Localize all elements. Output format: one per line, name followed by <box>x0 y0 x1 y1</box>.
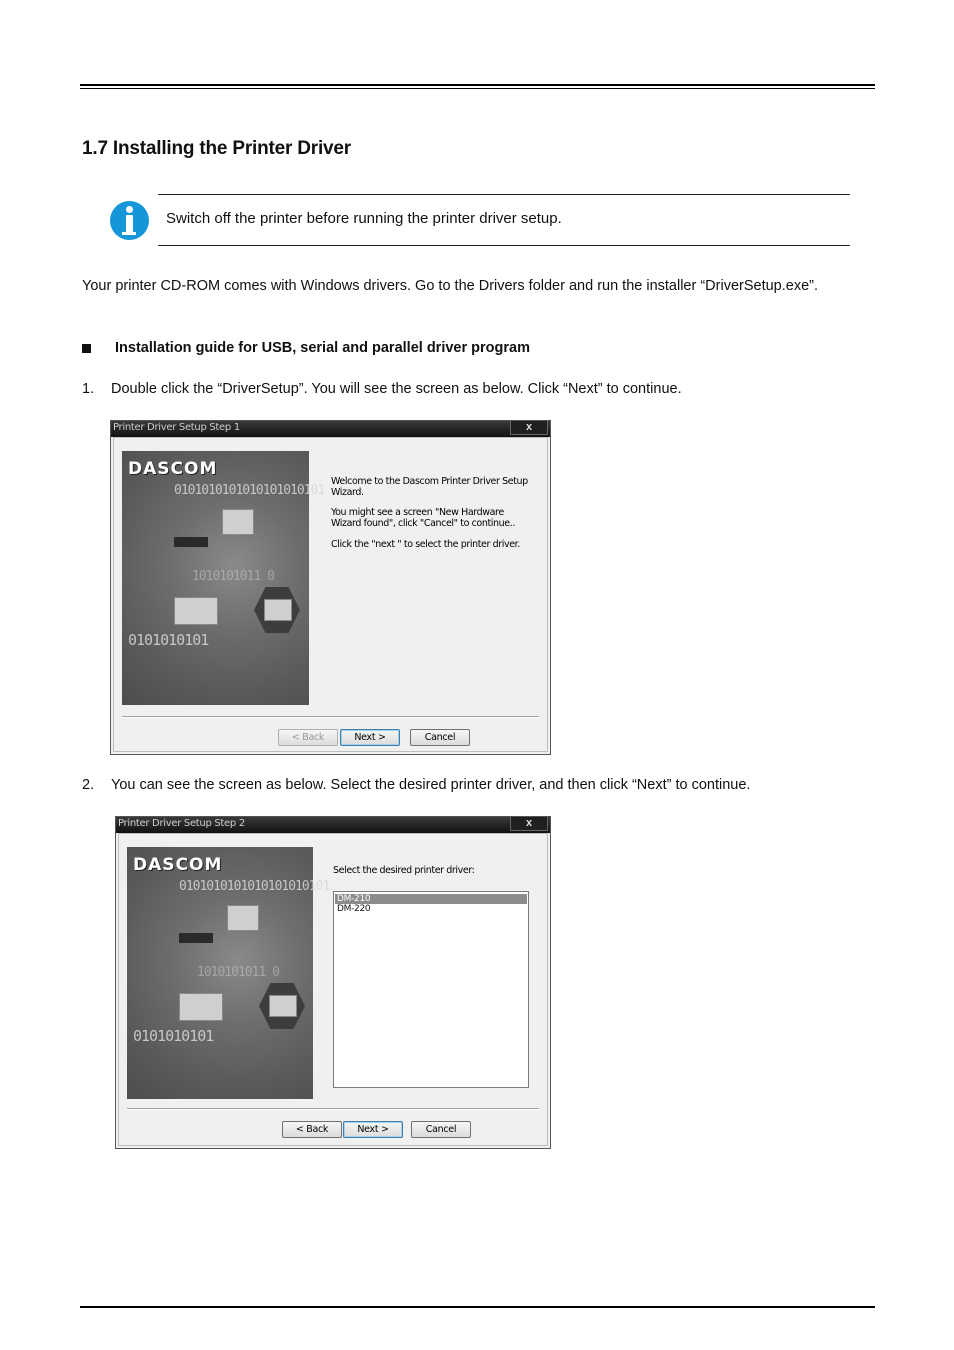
bullet-heading: Installation guide for USB, serial and parallel driver program <box>115 340 530 356</box>
wizard-banner-image <box>127 847 330 1099</box>
binary-text-bottom: 0101010101 <box>128 631 209 649</box>
printer-slot-icon <box>179 933 213 943</box>
welcome-text: Welcome to the Dascom Printer Driver Setup Wizard. <box>331 476 528 498</box>
footer-rule <box>80 1306 875 1308</box>
dialog-body <box>118 833 548 1146</box>
note-rule-top <box>158 194 850 195</box>
printer-icon <box>269 995 297 1017</box>
dialog-separator <box>127 1108 539 1110</box>
dialog-title-bar <box>116 817 550 833</box>
dialog-title-bar <box>111 421 550 437</box>
section-title: 1.7 Installing the Printer Driver <box>82 138 351 159</box>
hint-text: You might see a screen "New Hardware Wizard found", click "Cancel" to continue.. <box>331 507 515 529</box>
info-icon-dot <box>126 206 133 213</box>
dialog-body <box>113 437 548 752</box>
cables-icon <box>174 597 218 625</box>
dialog-title: Printer Driver Setup Step 2 <box>118 818 245 829</box>
dialog-title: Printer Driver Setup Step 1 <box>113 422 240 433</box>
header-rule <box>80 84 875 86</box>
list-item-dm-220[interactable]: DM-220 <box>337 904 371 914</box>
step-2-text: You can see the screen as below. Select the desired printer driver, and then click “Next” to continue. <box>111 777 751 793</box>
close-icon[interactable]: x <box>510 421 548 435</box>
binary-text-top: 0101010101010101010101 <box>174 483 325 498</box>
info-icon-foot <box>122 232 136 235</box>
person-photo-icon <box>227 905 259 931</box>
binary-text-bottom: 0101010101 <box>133 1027 214 1045</box>
next-button[interactable]: Next > <box>340 729 400 746</box>
close-icon[interactable]: x <box>510 817 548 831</box>
next-button[interactable]: Next > <box>343 1121 403 1138</box>
step-1-text: Double click the “DriverSetup”. You will see the screen as below. Click “Next” to continue. <box>111 381 682 397</box>
cables-icon <box>179 993 223 1021</box>
intro-paragraph: Your printer CD-ROM comes with Windows drivers. Go to the Drivers folder and run the installer “DriverSetup.exe”. <box>82 278 819 294</box>
select-driver-prompt: Select the desired printer driver: <box>333 865 475 876</box>
back-button[interactable]: < Back <box>282 1121 342 1138</box>
driver-listbox[interactable] <box>333 891 529 1088</box>
note-text: Switch off the printer before running the printer driver setup. <box>166 210 562 227</box>
header-rule-thin <box>80 88 875 89</box>
cancel-button[interactable]: Cancel <box>410 729 470 746</box>
square-bullet-icon <box>82 344 91 353</box>
printer-slot-icon <box>174 537 208 547</box>
setup-dialog-step-2 <box>115 816 551 1149</box>
binary-text-mid: 1010101011 0 <box>192 569 274 584</box>
dialog-separator <box>122 716 539 718</box>
binary-text-mid: 1010101011 0 <box>197 965 279 980</box>
cancel-button[interactable]: Cancel <box>411 1121 471 1138</box>
dascom-logo: DASCOM <box>128 459 218 479</box>
person-photo-icon <box>222 509 254 535</box>
printer-icon <box>264 599 292 621</box>
list-item-dm-210[interactable]: DM-210 <box>335 894 527 904</box>
wizard-banner-image <box>122 451 325 705</box>
step-2-number: 2. <box>82 777 95 793</box>
binary-text-top: 0101010101010101010101 <box>179 879 330 894</box>
setup-dialog-step-1 <box>110 420 551 755</box>
dascom-logo: DASCOM <box>133 855 223 875</box>
note-rule-bottom <box>158 245 850 246</box>
instruction-text: Click the "next " to select the printer driver. <box>331 539 520 550</box>
step-1-number: 1. <box>82 381 95 397</box>
back-button[interactable]: < Back <box>278 729 338 746</box>
